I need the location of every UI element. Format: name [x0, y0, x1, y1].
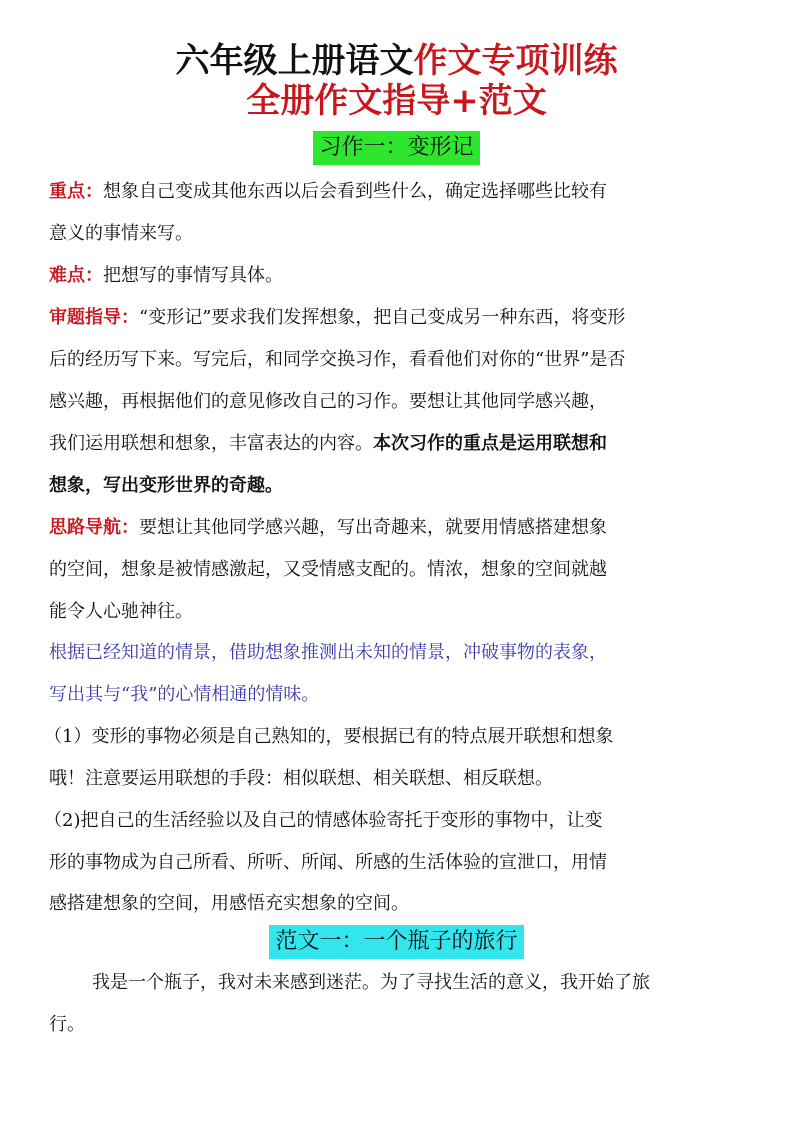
blue-note-line1: 根据已经知道的情景，借助想象推测出未知的情景，冲破事物的表象，: [49, 642, 607, 663]
topic-guide-line1: [49, 306, 625, 330]
tip2-line2: 形的事物成为自己所看、所听、所闻、所感的生活体验的宣泄口，用情: [49, 852, 607, 873]
key-point-line2: 意义的事情来写。: [49, 223, 193, 244]
difficulty-label: 难点：: [49, 265, 103, 286]
topic-guide-emphasis2: 想象，写出变形世界的奇趣。: [49, 475, 283, 496]
tip2-line1: （2)把自己的生活经验以及自己的情感体验寄托于变形的事物中，让变: [44, 810, 603, 831]
thinking-nav-label: 思路导航：: [49, 517, 139, 538]
title-training-text: 作文专项训练: [413, 41, 618, 81]
thinking-nav-line2: 的空间，想象是被情感激起，又受情感支配的。情浓，想象的空间就越: [49, 559, 607, 580]
document-title-line1: [0, 40, 793, 82]
tip1-line1: （1）变形的事物必须是自己熟知的，要根据已有的特点展开联想和想象: [44, 726, 614, 747]
section-heading: 习作一：变形记: [313, 131, 479, 165]
topic-guide-line4: [49, 432, 607, 456]
topic-guide-line3: 感兴趣，再根据他们的意见修改自己的习作。要想让其他同学感兴趣，: [49, 391, 607, 412]
document-title-line2: 全册作文指导+范文: [246, 81, 547, 121]
sample-heading: 范文一：一个瓶子的旅行: [269, 925, 523, 959]
thinking-nav-line1: [49, 516, 607, 540]
key-point-text1: 想象自己变成其他东西以后会看到些什么，确定选择哪些比较有: [103, 181, 607, 202]
key-point-line1: [49, 180, 607, 204]
key-point-label: 重点：: [49, 181, 103, 202]
thinking-nav-line3: 能令人心驰神往。: [49, 601, 193, 622]
title-grade-text: 六年级上册语文: [175, 41, 414, 81]
sample-heading-banner: [0, 925, 793, 959]
topic-guide-text4: 我们运用联想和想象，丰富表达的内容。: [49, 433, 373, 454]
topic-guide-emphasis1: 本次习作的重点是运用联想和: [373, 433, 607, 454]
topic-guide-line2: 后的经历写下来。写完后，和同学交换习作，看看他们对你的“世界”是否: [49, 349, 626, 370]
section-heading-banner: [0, 131, 793, 165]
tip1-line2: 哦！注意要运用联想的手段：相似联想、相关联想、相反联想。: [49, 768, 553, 789]
topic-guide-label: 审题指导：: [49, 307, 139, 328]
thinking-nav-text1: 要想让其他同学感兴趣，写出奇趣来，就要用情感搭建想象: [139, 517, 607, 538]
blue-note-line2: 写出其与“我”的心情相通的情味。: [49, 684, 320, 705]
sample-text-line2: 行。: [49, 1014, 85, 1035]
tip2-line3: 感搭建想象的空间，用感悟充实想象的空间。: [49, 893, 409, 914]
sample-text-line1: 我是一个瓶子，我对未来感到迷茫。为了寻找生活的意义，我开始了旅: [92, 972, 650, 993]
difficulty-text: 把想写的事情写具体。: [103, 265, 283, 286]
difficulty-line: [49, 264, 283, 288]
topic-guide-text1: “变形记”要求我们发挥想象，把自己变成另一种东西，将变形: [139, 307, 626, 328]
